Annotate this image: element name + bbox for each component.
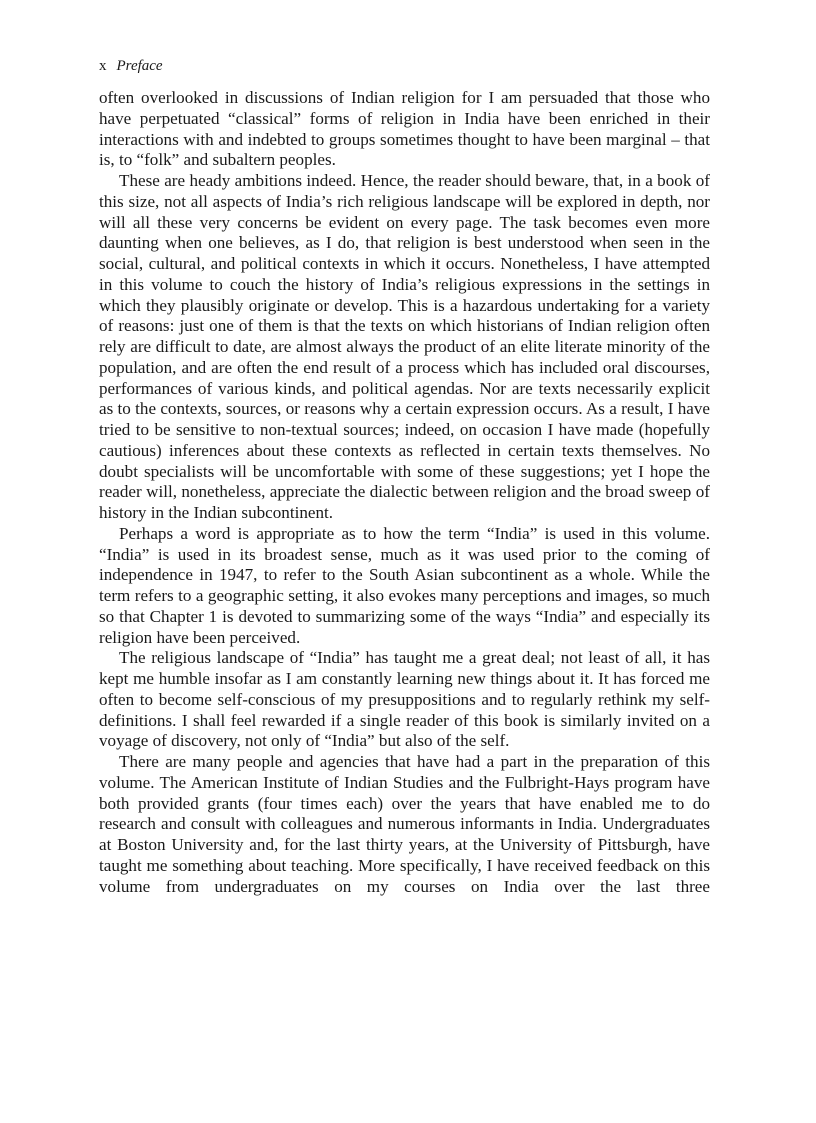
paragraph-acknowledgments: There are many people and agencies that have had a part in the preparation of this volume. The American Institute of Indian Studies and the Fulbright-Hays program have both provided grants (four times each) over the years that have enabled me to do research and consult with colleagues and numerous informants in India. Undergraduates at Boston University and, for the last thirty years, at the University of Pittsburgh, have taught me something about teaching. More specifically, I have received feedback on this volume from undergraduates on my courses on India over the last three	[99, 752, 710, 896]
running-head	[99, 56, 710, 76]
page-number: x	[99, 58, 107, 74]
paragraph-continued: often overlooked in discussions of Indian religion for I am persuaded that those who have perpetuated “classical” forms of religion in India have been enriched in their interactions with and indebted to groups sometimes thought to have been marginal – that is, to “folk” and subaltern peoples.	[99, 88, 710, 170]
running-head-title: Preface	[116, 58, 163, 74]
book-page	[99, 56, 710, 897]
body-text	[99, 88, 710, 897]
paragraph-term-india: Perhaps a word is appropriate as to how the term “India” is used in this volume. “India” is used in its broadest sense, much as it was used prior to the coming of independence in 1947, to refer to the South Asian subcontinent as a whole. While the term refers to a geographic setting, it also evokes many perceptions and images, so much so that Chapter 1 is devoted to summarizing some of the ways “India” and especially its religion have been perceived.	[99, 523, 710, 647]
paragraph-ambitions: These are heady ambitions indeed. Hence, the reader should beware, that, in a book of this size, not all aspects of India’s rich religious landscape will be explored in depth, nor will all these very concerns be evident on every page. The task becomes even more daunting when one believes, as I do, that religion is best understood when seen in the social, cultural, and political contexts in which it occurs. Nonetheless, I have attempted in this volume to couch the history of India’s religious expressions in the settings in which they plausibly originate or develop. This is a hazardous undertaking for a variety of reasons: just one of them is that the texts on which historians of Indian religion often rely are difficult to date, are almost always the product of an elite literate minority of the population, and are often the end result of a process which has included oral discourses, performances of various kinds, and political agendas. Nor are texts necessarily explicit as to the contexts, sources, or reasons why a certain expression occurs. As a result, I have tried to be sensitive to non-textual sources; indeed, on occasion I have made (hopefully cautious) inferences about these contexts as reflected in certain texts themselves. No doubt specialists will be uncomfortable with some of these suggestions; yet I hope the reader will, nonetheless, appreciate the dialectic between religion and the broad sweep of history in the Indian subcontinent.	[99, 171, 710, 522]
paragraph-religious-landscape: The religious landscape of “India” has taught me a great deal; not least of all, it has kept me humble insofar as I am constantly learning new things about it. It has forced me often to become self-conscious of my presuppositions and to regularly rethink my self-definitions. I shall feel rewarded if a single reader of this book is similarly invited on a voyage of discovery, not only of “India” but also of the self.	[99, 648, 710, 751]
